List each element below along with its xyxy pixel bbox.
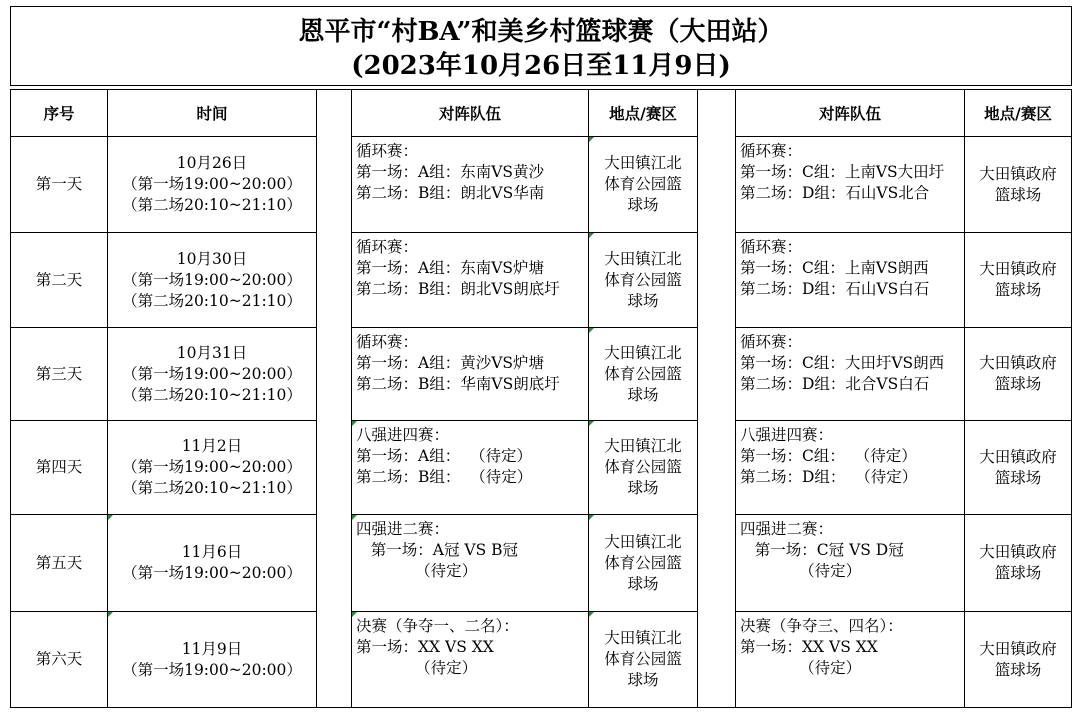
row-left-venue-text: 大田镇江北 体育公园篮 球场: [604, 437, 682, 497]
row-time-text: 11月2日 （第一场19:00~20:00） （第二场20:10~21:10）: [122, 437, 302, 497]
row-time-text: 10月26日 （第一场19:00~20:00） （第二场20:10~21:10）: [122, 154, 302, 214]
row-day-text: 第二天: [35, 270, 83, 289]
row-right-venue-text: 大田镇政府 篮球场: [979, 164, 1057, 204]
row-left-venue-text: 大田镇江北 体育公园篮 球场: [604, 532, 682, 593]
row-left-venue-text: 大田镇江北 体育公园篮 球场: [604, 629, 682, 689]
row-day-text: 第一天: [35, 175, 83, 193]
row-left-teams: [351, 136, 589, 233]
row-right-teams-text: 循环赛： 第一场：C组：上南VS朗西 第二场：D组：石山VS白石: [740, 238, 930, 298]
row-right-teams: [735, 514, 965, 612]
row-right-teams-text: 循环赛： 第一场：C组：上南VS大田圩 第二场：D组：石山VS北合: [740, 142, 945, 202]
row-right-teams-text: 四强进二赛： 第一场：C冠 VS D冠 （待定）: [740, 520, 904, 580]
row-right-teams: [735, 136, 965, 233]
row-time: [107, 420, 317, 515]
row-right-teams: [735, 420, 965, 515]
row-left-venue-text: 大田镇江北 体育公园篮 球场: [604, 154, 682, 214]
header-venue-left: 地点/赛区: [588, 89, 698, 137]
row-left-venue: [588, 514, 698, 612]
cell-marker: [589, 421, 594, 426]
row-right-venue-text: 大田镇政府 篮球场: [979, 260, 1057, 299]
row-left-teams-text: 循环赛： 第一场：A组：东南VS炉塘 第二场：B组：朗北VS朗底圩: [356, 238, 560, 298]
row-day-text: 第三天: [35, 364, 83, 383]
row-left-teams-text: 循环赛： 第一场：A组：东南VS黄沙 第二场：B组：朗北VS华南: [356, 142, 545, 202]
row-right-venue-text: 大田镇政府 篮球场: [979, 543, 1057, 582]
page-title: 恩平市“村BA”和美乡村篮球赛（大田站）: [298, 17, 784, 47]
cell-marker: [352, 421, 357, 426]
row-left-venue-text: 大田镇江北 体育公园篮 球场: [604, 249, 682, 310]
row-left-venue: [588, 136, 698, 233]
row-right-venue-text: 大田镇政府 篮球场: [979, 354, 1057, 393]
row-left-venue: [588, 611, 698, 708]
row-left-teams: [351, 420, 589, 515]
row-left-teams-text: 决赛（争夺一、二名）： 第一场：XX VS XX （待定）: [356, 617, 519, 677]
row-left-venue: [588, 420, 698, 515]
header-index: 序号: [10, 89, 108, 137]
row-right-venue: [964, 611, 1072, 708]
gap-column-right: [697, 89, 736, 708]
cell-marker: [589, 612, 594, 617]
cell-marker: [108, 612, 113, 617]
cell-marker: [352, 612, 357, 617]
cell-marker: [108, 515, 113, 520]
row-day: [10, 514, 108, 612]
title-block: [10, 6, 1072, 86]
row-time-text: 11月9日 （第一场19:00~20:00）: [122, 639, 302, 679]
row-day-text: 第五天: [35, 553, 83, 572]
gap-column-left: [316, 89, 352, 708]
row-day: [10, 327, 108, 421]
row-day: [10, 232, 108, 328]
row-left-teams-text: 四强进二赛： 第一场：A冠 VS B冠 （待定）: [356, 520, 519, 580]
row-day: [10, 611, 108, 708]
row-right-venue: [964, 327, 1072, 421]
header-teams-left: 对阵队伍: [351, 89, 589, 137]
cell-marker: [589, 233, 594, 238]
row-right-venue-text: 大田镇政府 篮球场: [979, 447, 1057, 487]
row-left-teams-text: 八强进四赛： 第一场：A组： （待定） 第二场：B组： （待定）: [356, 426, 533, 486]
header-venue-right: 地点/赛区: [964, 89, 1072, 137]
row-time-text: 11月6日 （第一场19:00~20:00）: [122, 543, 302, 582]
row-right-teams-text: 八强进四赛： 第一场：C组： （待定） 第二场：D组： （待定）: [740, 426, 918, 486]
row-right-venue: [964, 420, 1072, 515]
row-left-teams: [351, 611, 589, 708]
row-time: [107, 327, 317, 421]
row-time: [107, 136, 317, 233]
cell-marker: [352, 515, 357, 520]
row-time: [107, 611, 317, 708]
header-teams-right: 对阵队伍: [735, 89, 965, 137]
row-left-teams-text: 循环赛： 第一场：A组：黄沙VS炉塘 第二场：B组：华南VS朗底圩: [356, 333, 560, 393]
row-time: [107, 514, 317, 612]
row-day: [10, 420, 108, 515]
header-time: 时间: [107, 89, 317, 137]
row-left-venue-text: 大田镇江北 体育公园篮 球场: [604, 343, 682, 404]
row-day-text: 第六天: [35, 650, 83, 668]
row-right-venue: [964, 136, 1072, 233]
cell-marker: [589, 515, 594, 520]
row-day: [10, 136, 108, 233]
row-left-venue: [588, 232, 698, 328]
row-right-teams: [735, 327, 965, 421]
row-right-venue-text: 大田镇政府 篮球场: [979, 639, 1057, 679]
row-left-teams: [351, 514, 589, 612]
row-time-text: 10月30日 （第一场19:00~20:00） （第二场20:10~21:10）: [122, 249, 302, 310]
row-time: [107, 232, 317, 328]
row-right-teams-text: 循环赛： 第一场：C组：大田圩VS朗西 第二场：D组：北合VS白石: [740, 333, 945, 393]
row-right-venue: [964, 232, 1072, 328]
row-day-text: 第四天: [35, 458, 83, 476]
row-left-venue: [588, 327, 698, 421]
row-right-teams: [735, 611, 965, 708]
row-time-text: 10月31日 （第一场19:00~20:00） （第二场20:10~21:10）: [122, 343, 302, 404]
cell-marker: [589, 328, 594, 333]
row-right-venue: [964, 514, 1072, 612]
row-left-teams: [351, 232, 589, 328]
row-left-teams: [351, 327, 589, 421]
page-subtitle: (2023年10月26日至11月9日): [351, 51, 731, 81]
row-right-teams-text: 决赛（争夺三、四名）： 第一场：XX VS XX （待定）: [740, 617, 903, 677]
row-right-teams: [735, 232, 965, 328]
cell-marker: [589, 137, 594, 142]
